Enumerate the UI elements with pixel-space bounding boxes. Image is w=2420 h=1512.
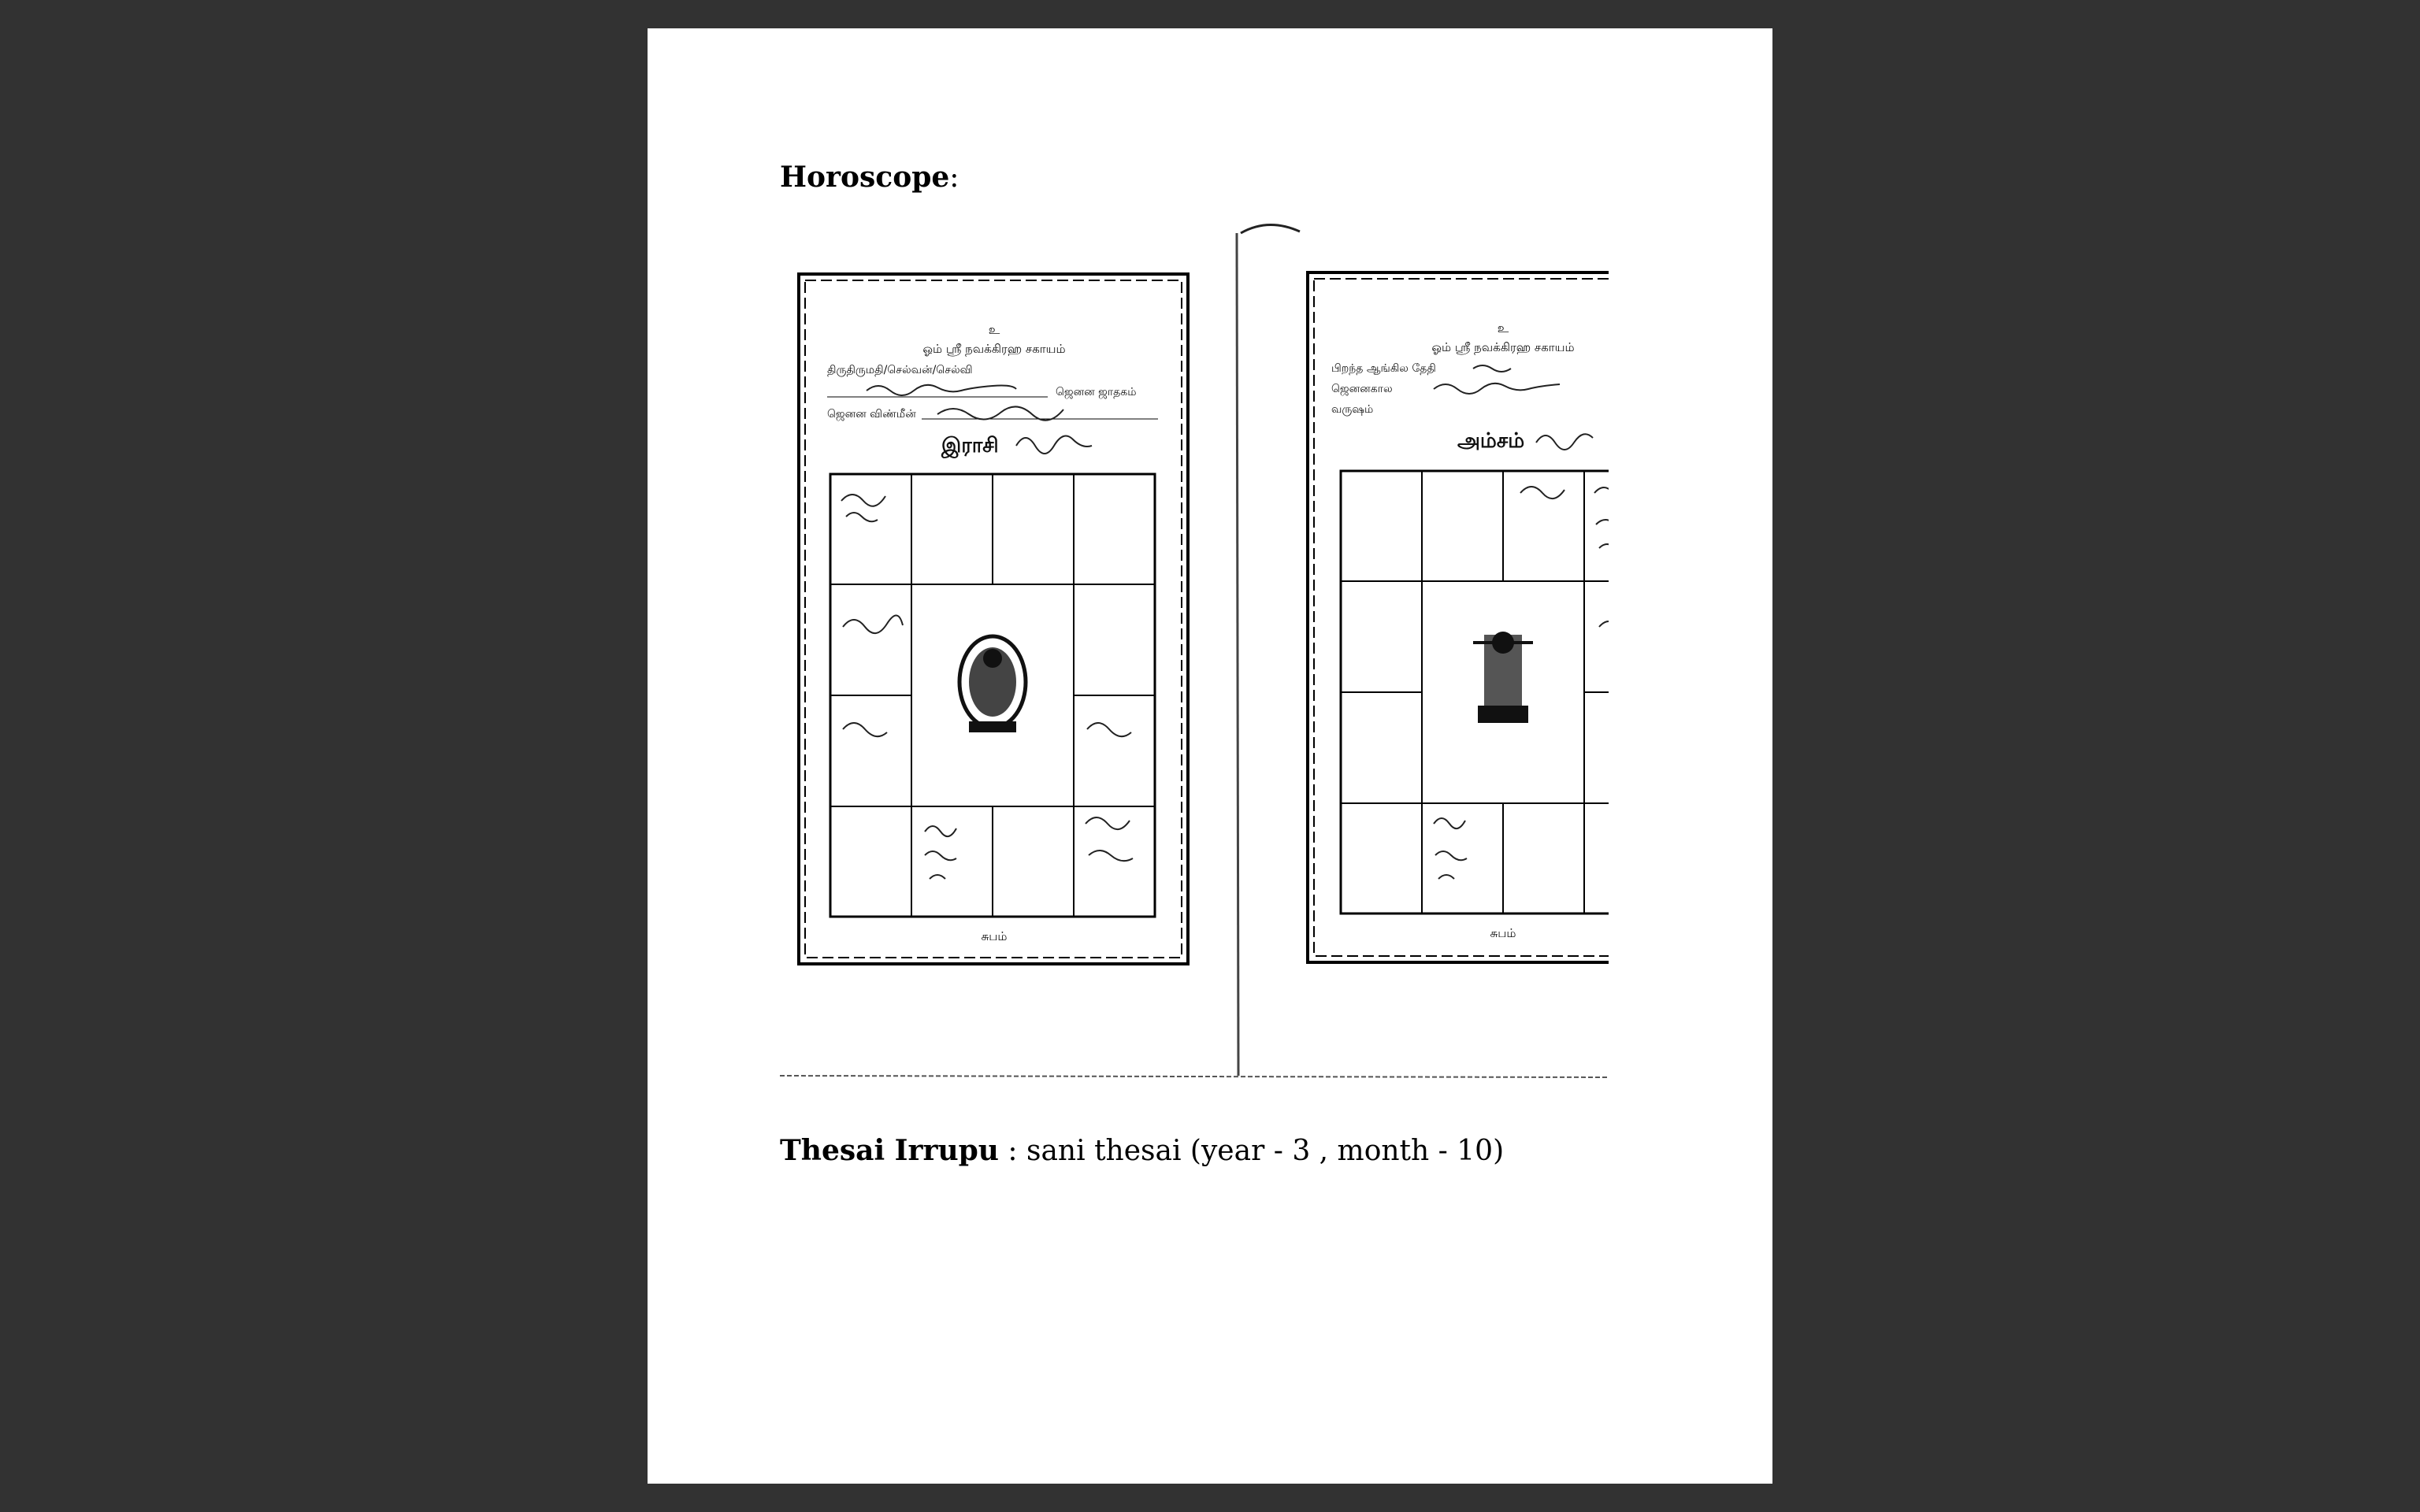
left-top-symbol: உ bbox=[988, 322, 1000, 337]
left-line3: ஜெனன விண்மீன் bbox=[827, 408, 916, 421]
right-line1: பிறந்த ஆங்கில தேதி bbox=[1331, 362, 1436, 375]
horoscope-colon: : bbox=[949, 161, 959, 194]
right-chart-title: அம்சம் bbox=[1457, 429, 1525, 453]
right-footer: சுபம் bbox=[1490, 926, 1516, 940]
left-card bbox=[799, 274, 1188, 964]
horoscope-scan-image bbox=[780, 217, 1609, 1099]
left-line1: திருதிருமதி/செல்வன்/செல்வி bbox=[827, 364, 973, 376]
document-page bbox=[648, 28, 1772, 1484]
thesai-label: Thesai Irrupu bbox=[780, 1134, 999, 1167]
right-line3: வருஷம் bbox=[1331, 403, 1374, 416]
thesai-value: : sani thesai (year - 3 , month - 10) bbox=[998, 1135, 1505, 1167]
left-chart-title: இராசி bbox=[941, 434, 999, 458]
left-line2: ஜெனன ஜாதகம் bbox=[1056, 386, 1137, 398]
horoscope-label: Horoscope bbox=[780, 161, 950, 194]
thesai-line bbox=[780, 1134, 1504, 1167]
right-invocation: ஓம் ஸ்ரீ நவக்கிரஹ சகாயம் bbox=[1431, 340, 1575, 354]
horoscope-heading bbox=[780, 161, 959, 194]
left-invocation: ஓம் ஸ்ரீ நவக்கிரஹ சகாயம் bbox=[922, 342, 1066, 356]
right-card bbox=[1308, 272, 1609, 962]
left-footer: சுபம் bbox=[981, 929, 1008, 943]
right-line2: ஜெனனகால bbox=[1331, 383, 1393, 395]
right-top-symbol: உ bbox=[1497, 321, 1509, 335]
